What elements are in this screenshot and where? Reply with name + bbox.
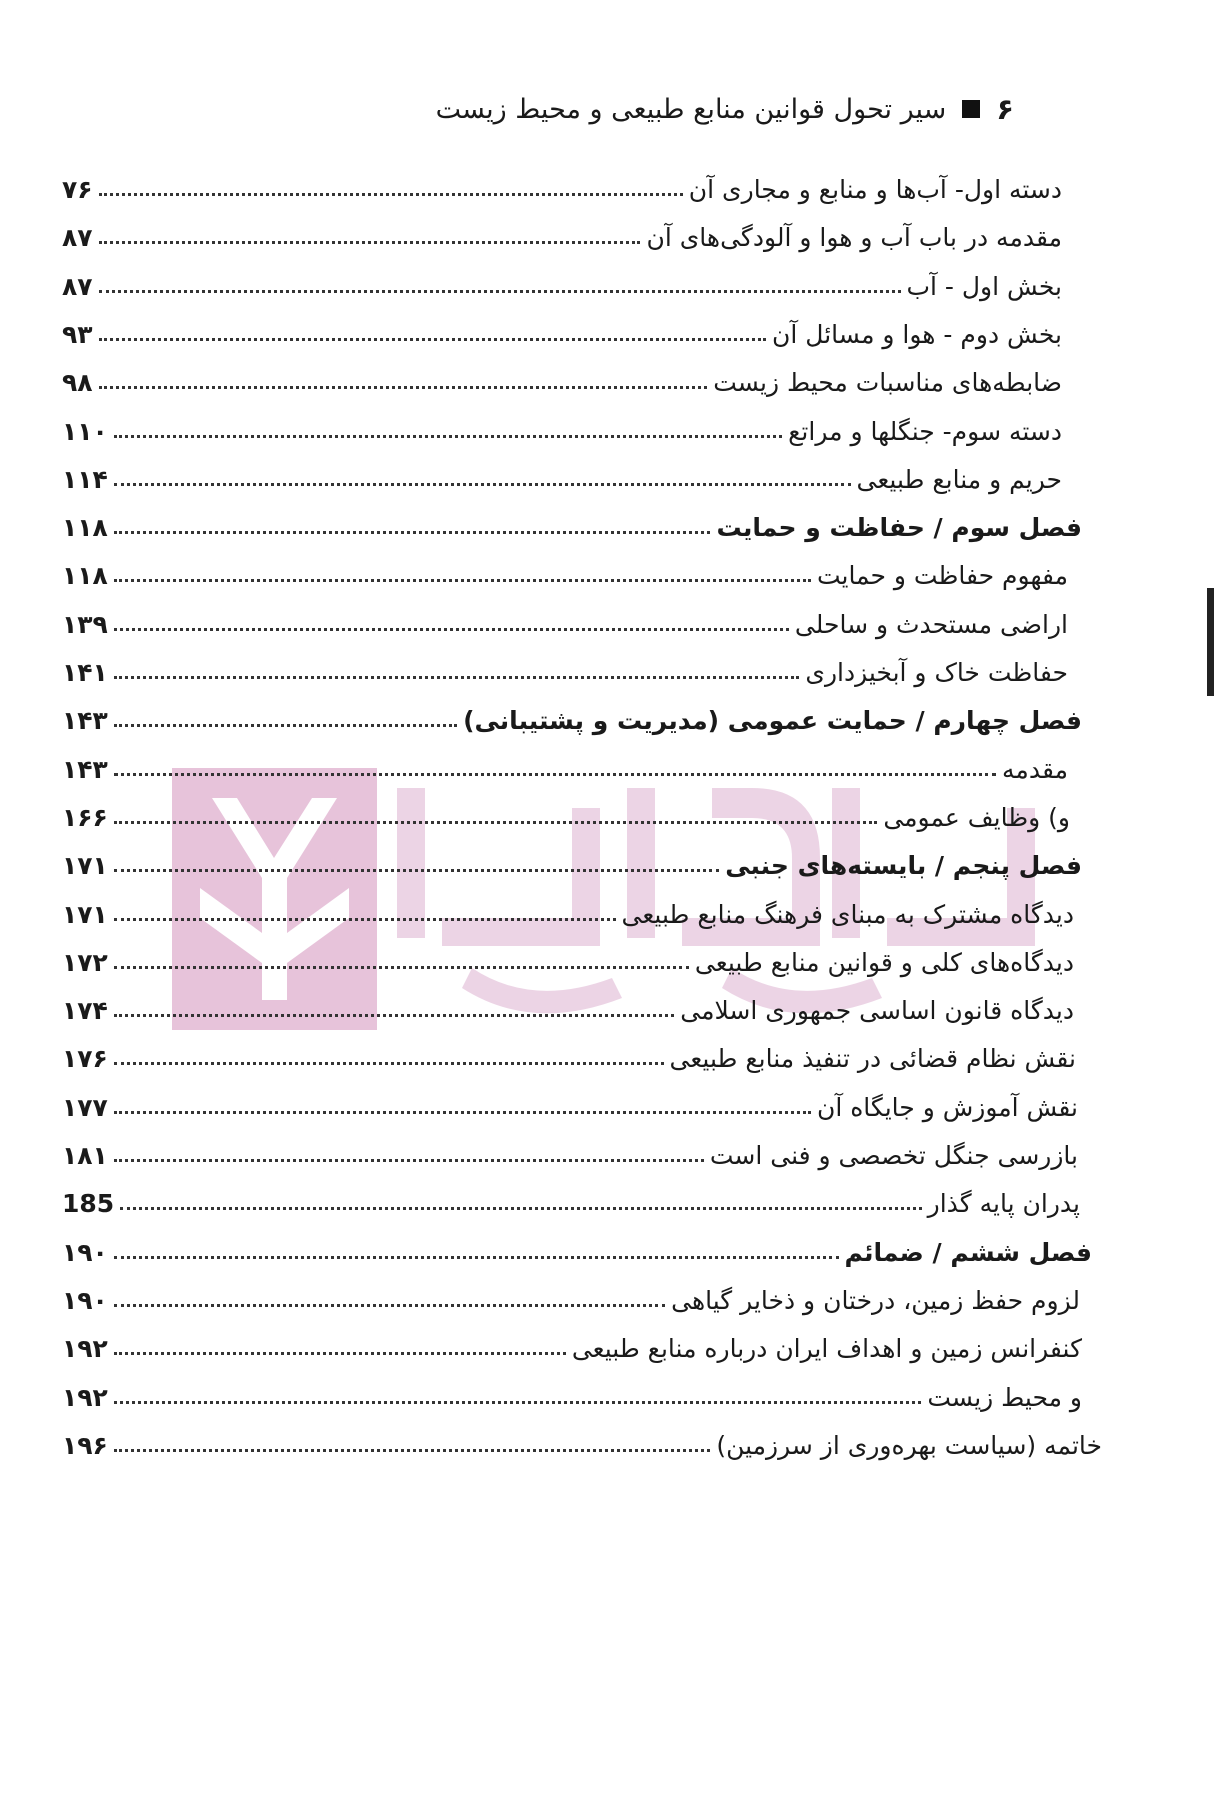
toc-page-number: ۱۱۸	[62, 513, 108, 543]
toc-entry-title: دیدگاه قانون اساسی جمهوری اسلامی	[680, 996, 1074, 1026]
toc-page-number: ۱۹۲	[62, 1334, 108, 1364]
toc-page-number: ۱۹۶	[62, 1430, 108, 1460]
dot-leader	[120, 1207, 921, 1210]
toc-entry-title: پدران پایه گذار	[927, 1189, 1080, 1219]
dot-leader	[114, 724, 457, 727]
toc-entry-row	[62, 740, 1068, 784]
dot-leader	[114, 1062, 664, 1065]
toc-entry-title: مقدمه در باب آب و هوا و آلودگی‌های آن	[646, 223, 1062, 253]
dot-leader	[114, 579, 811, 582]
toc-chapter-row	[62, 836, 1082, 880]
toc-entry-row	[62, 1416, 1102, 1460]
dot-leader	[114, 773, 996, 776]
dot-leader	[114, 435, 782, 438]
dot-leader	[114, 1256, 839, 1259]
dot-leader	[114, 966, 689, 969]
toc-entry-title: دیدگاه‌های کلی و قوانین منابع طبیعی	[694, 947, 1074, 977]
toc-entry-row	[62, 885, 1074, 929]
toc-entry-title: بازرسی جنگل تخصصی و فنی است	[709, 1141, 1078, 1170]
toc-page-number: ۱۷۷	[62, 1092, 108, 1122]
toc-entry-row	[62, 353, 1062, 397]
toc-entry-row	[62, 933, 1074, 977]
toc-entry-row	[62, 305, 1062, 349]
toc-entry-row	[62, 788, 1070, 832]
toc-entry-title: مقدمه	[1002, 754, 1068, 784]
toc-entry-row	[62, 1319, 1082, 1363]
toc-entry-row	[62, 595, 1068, 639]
toc-entry-row	[62, 160, 1062, 204]
page-edge-mark	[1207, 588, 1214, 696]
toc-entry-title: مفهوم حفاظت و حمایت	[816, 561, 1068, 591]
toc-chapter-row	[62, 691, 1082, 735]
toc-entry-title: فصل چهارم / حمایت عمومی (مدیریت و پشتیبانی)	[463, 706, 1082, 736]
running-header	[436, 92, 1014, 126]
toc-entry-title: نقش آموزش و جایگاه آن	[816, 1092, 1078, 1122]
dot-leader	[114, 1449, 711, 1452]
toc-entry-row	[62, 1368, 1082, 1412]
toc-page-number: ۱۱۸	[62, 561, 108, 591]
dot-leader	[114, 1304, 665, 1307]
toc-entry-title: بخش اول - آب	[906, 271, 1062, 301]
toc-page-number: ۱۹۰	[62, 1285, 108, 1315]
toc-chapter-row	[62, 498, 1082, 542]
dot-leader	[114, 1014, 674, 1017]
dot-leader	[99, 386, 708, 389]
toc-entry-title: دسته اول- آب‌ها و منابع و مجاری آن	[688, 175, 1062, 204]
toc-page-number: ۱۱۴	[62, 464, 108, 494]
header-square-bullet	[962, 100, 980, 118]
dot-leader	[114, 869, 719, 872]
dot-leader	[114, 1111, 811, 1114]
toc-entry-title: حفاظت خاک و آبخیزداری	[805, 658, 1068, 687]
toc-entry-row	[62, 981, 1074, 1025]
toc-entry-title: بخش دوم - هوا و مسائل آن	[772, 319, 1062, 349]
dot-leader	[114, 1352, 566, 1355]
toc-entry-row	[62, 1271, 1080, 1315]
toc-page-number: ۸۷	[62, 223, 93, 253]
dot-leader	[99, 241, 641, 244]
toc-page-number: ۱۴۳	[62, 706, 108, 736]
toc-entry-row	[62, 643, 1068, 687]
toc-entry-row	[62, 546, 1068, 590]
toc-page-number: ۱۴۱	[62, 658, 108, 687]
toc-page-number: ۱۳۹	[62, 609, 108, 639]
toc-entry-row	[62, 1174, 1080, 1218]
dot-leader	[114, 821, 878, 824]
dot-leader	[114, 676, 800, 679]
toc-page-number: ۱۸۱	[62, 1141, 108, 1170]
toc-entry-title: حریم و منابع طبیعی	[856, 464, 1062, 494]
toc-page-number: ۹۸	[62, 368, 93, 398]
toc-entry-title: ضابطه‌های مناسبات محیط زیست	[713, 368, 1062, 398]
toc-entry-title: دیدگاه مشترک به مبنای فرهنگ منابع طبیعی	[621, 899, 1074, 929]
toc-entry-title: فصل ششم / ضمائم	[844, 1237, 1092, 1267]
dot-leader	[114, 483, 851, 486]
toc-entry-title: و محیط زیست	[927, 1382, 1082, 1412]
toc-entry-row	[62, 1126, 1078, 1170]
dot-leader	[114, 628, 789, 631]
toc-page-number: ۱۹۲	[62, 1382, 108, 1412]
dot-leader	[99, 338, 766, 341]
toc-entry-title: فصل پنجم / بایسته‌های جنبی	[725, 851, 1082, 881]
toc-entry-row	[62, 450, 1062, 494]
toc-page-number: ۹۳	[62, 319, 93, 349]
toc-entry-row	[62, 257, 1062, 301]
dot-leader	[114, 1401, 922, 1404]
toc-page-number: ۱۷۴	[62, 996, 108, 1026]
toc-page-number: ۱۹۰	[62, 1237, 108, 1267]
toc-page-number: ۱۷۱	[62, 899, 108, 929]
toc-page-number: ۱۱۰	[62, 416, 108, 446]
toc-entry-row	[62, 1029, 1076, 1073]
toc-entry-title: فصل سوم / حفاظت و حمایت	[716, 513, 1082, 543]
toc-entry-title: نقش نظام قضائی در تنفیذ منابع طبیعی	[669, 1044, 1076, 1074]
toc-page-number: ۱۶۶	[62, 802, 108, 832]
toc-entry-title: دسته سوم- جنگلها و مراتع	[788, 416, 1062, 446]
toc-page-number: ۱۷۱	[62, 851, 108, 881]
dot-leader	[114, 531, 711, 534]
toc-entry-title: لزوم حفظ زمین، درختان و ذخایر گیاهی	[671, 1285, 1080, 1315]
toc-page-number: ۱۷۲	[62, 947, 108, 977]
toc-entry-row	[62, 208, 1062, 252]
dot-leader	[114, 1159, 704, 1162]
toc-page-number: ۱۴۳	[62, 754, 108, 784]
toc-entry-title: اراضی مستحدث و ساحلی	[794, 609, 1068, 639]
toc-entry-title: کنفرانس زمین و اهداف ایران درباره منابع طبیعی	[571, 1334, 1082, 1364]
toc-entry-title: خاتمه (سیاست بهره‌وری از سرزمین)	[716, 1430, 1102, 1460]
dot-leader	[114, 918, 616, 921]
toc-page-number: ۸۷	[62, 271, 93, 301]
toc-entry-row	[62, 1078, 1078, 1122]
toc-entry-row	[62, 402, 1062, 446]
page-number: ۶	[996, 92, 1014, 126]
running-title: سیر تحول قوانین منابع طبیعی و محیط زیست	[435, 93, 947, 125]
dot-leader	[99, 193, 683, 196]
toc-page-number: 185	[62, 1189, 115, 1219]
toc-page-number: ۷۶	[62, 175, 93, 204]
toc-chapter-row	[62, 1223, 1092, 1267]
dot-leader	[99, 290, 901, 293]
toc-page-number: ۱۷۶	[62, 1044, 108, 1074]
toc-entry-title: و) وظایف عمومی	[883, 802, 1070, 832]
